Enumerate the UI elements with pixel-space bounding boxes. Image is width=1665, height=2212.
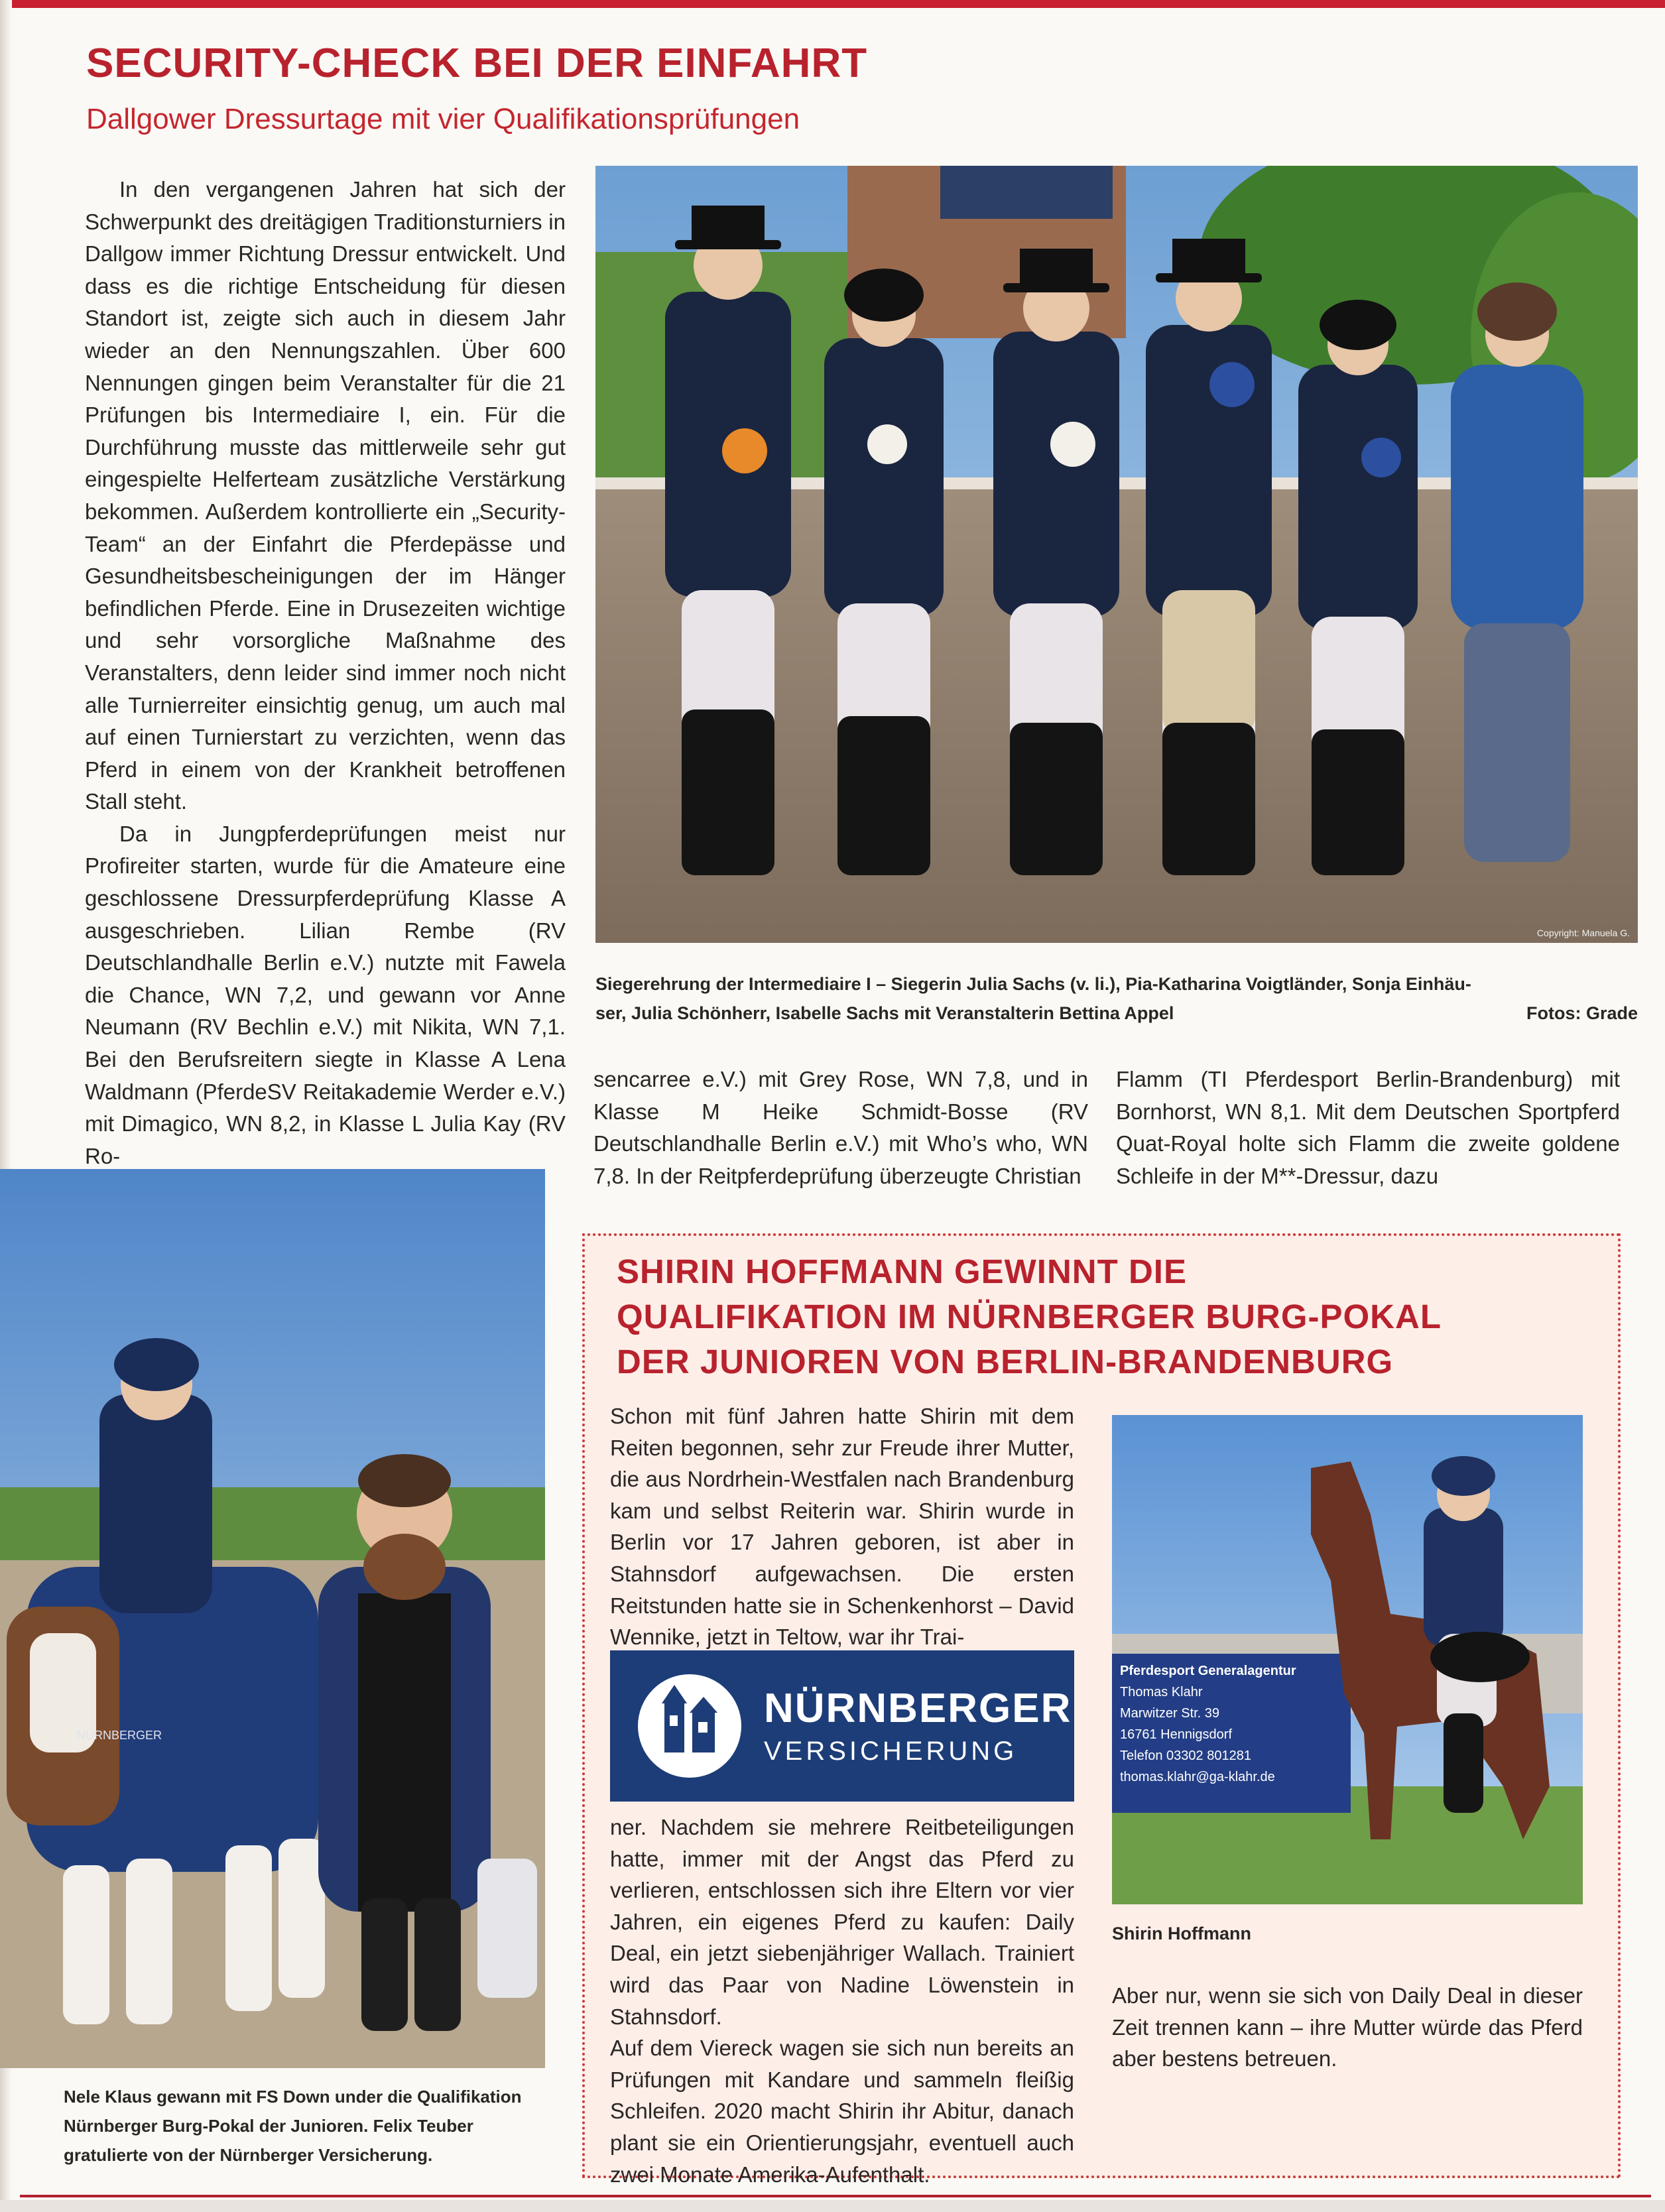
paragraph: Flamm (TI Pferdesport Berlin-Brandenburg) mit Bornhorst, WN 8,1. Mit dem Deutschen Sportpferd Quat-Royal holte sich Flamm die zweite goldene Schleife in der M**-Dressur, dazu xyxy=(1116,1067,1620,1188)
main-photo-caption xyxy=(595,969,1638,1028)
shirin-photo-caption: Shirin Hoffmann xyxy=(1112,1924,1251,1943)
logo-subtitle: VERSICHERUNG xyxy=(764,1737,1018,1766)
paragraph: Schon mit fünf Jahren hatte Shirin mit dem Reiten begonnen, sehr zur Freude ihrer Mutter, die aus Nordrhein-Westfalen nach Brandenburg kam und selbst Reiterin war. Shirin wurde in Berlin vor 17 Jahren geboren, ist aber in Stahnsdorf aufgewachsen. Die ersten Reitstunden hatte sie in Schenkenhorst – David Wennike, jetzt in Teltow, war ihr Trai- xyxy=(610,1404,1074,1650)
sidebar-text-bottom xyxy=(610,1812,1074,2190)
main-group-photo xyxy=(595,166,1638,943)
sidebar-text-top xyxy=(610,1400,1074,1653)
sidebar-title xyxy=(617,1249,1598,1384)
rider-photo-illustration xyxy=(0,1169,545,2068)
caption-text: Nele Klaus gewann mit FS Down under die Qualifikation Nürnberger Burg-Pokal der Junioren. Felix Teuber gratulierte von der Nürnberger Versicherung. xyxy=(64,2087,522,2165)
paragraph: In den vergangenen Jahren hat sich der Schwerpunkt des dreitägigen Traditionsturniers in Dallgow immer Richtung Dressur entwickelt. Und dass es die richtige Entscheidung für diesen Standort ist, zeigte sich auch in diesem Jahr wieder an den Nennungszahlen. Über 600 Nennungen gingen beim Veranstalter für die 21 Prüfungen bis Intermediaire I, ein. Für die Durchführung musste das mittlerweile sehr gut eingespielte Helferteam zusätzliche Verstärkung bekommen. Außerdem kontrollierte ein „Security-Team“ an der Einfahrt die Pferdepässe und Gesundheitsbescheinigungen der im Hänger befindlichen Pferde. Eine in Drusezeiten wichtige und sehr vorsorgliche Maßnahme des Veranstalters, denn leider sind immer noch nicht alle Turnierreiter einsichtig genug, um auch mal auf einen Turnierstart zu verzichten, wenn das Pferd in einem von der Krankheit betroffenen Stall steht. xyxy=(85,177,566,814)
banner-line: Pferdesport Generalagentur xyxy=(1120,1664,1296,1678)
banner-line: thomas.klahr@ga-klahr.de xyxy=(1120,1770,1275,1784)
sidebar-text-right xyxy=(1112,1980,1583,2075)
article-subtitle: Dallgower Dressurtage mit vier Qualifikationsprüfungen xyxy=(86,103,800,135)
sidebar-box xyxy=(582,1233,1621,2187)
right-text-column xyxy=(1116,1064,1620,1192)
top-accent-bar xyxy=(0,0,1665,8)
paragraph: Da in Jungpferdeprüfungen meist nur Profireiter starten, wurde für die Amateure eine geschlossene Dressurpferdeprüfung Klasse A ausgeschrieben. Lilian Rembe (RV Deutschlandhalle Berlin e.V.) nutzte mit Fawela die Chance, WN 7,2, und gewann vor Anne Neumann (RV Bechlin e.V.) mit Nikita, WN 7,1. Bei den Berufsreitern siegte in Klasse A Lena Waldmann (PferdeSV Reitakademie Werder e.V.) mit Dimagico, WN 8,2, in Klasse L Julia Kay (RV Ro- xyxy=(85,821,566,1168)
article-title: SECURITY-CHECK BEI DER EINFAHRT xyxy=(86,40,868,86)
sidebar-title-line: QUALIFIKATION IM NÜRNBERGER BURG-POKAL xyxy=(617,1298,1442,1335)
middle-text-column xyxy=(593,1064,1088,1192)
banner-line: Telefon 03302 801281 xyxy=(1120,1749,1251,1763)
sidebar-title-line: DER JUNIOREN VON BERLIN-BRANDENBURG xyxy=(617,1343,1394,1381)
photo-credit: Fotos: Grade xyxy=(1526,1003,1638,1023)
caption-line: Siegerehrung der Intermediaire I – Siegerin Julia Sachs (v. li.), Pia-Katharina Voigtländer, Sonja Einhäu- xyxy=(595,974,1471,994)
paragraph: sencarree e.V.) mit Grey Rose, WN 7,8, und in Klasse M Heike Schmidt-Bosse (RV Deutschlandhalle Berlin e.V.) mit Who’s who, WN 7,8. In der Reitpferdeprüfung überzeugte Christian xyxy=(593,1067,1088,1188)
banner-line: Marwitzer Str. 39 xyxy=(1120,1706,1220,1721)
nuernberger-logo xyxy=(610,1650,1074,1802)
paragraph: Auf dem Viereck wagen sie sich nun bereits an Prüfungen mit Kandare und sammeln fleißig Schleifen. 2020 macht Shirin ihr Abitur, danach plant sie ein Orientierungsjahr, eventuell auch zwei Monate Amerika-Aufenthalt. xyxy=(610,2036,1074,2187)
bottom-accent-line xyxy=(20,2195,1651,2197)
sidebar-title-line: SHIRIN HOFFMANN GEWINNT DIE xyxy=(617,1253,1187,1290)
banner-line: 16761 Hennigsdorf xyxy=(1120,1727,1233,1742)
paragraph: Aber nur, wenn sie sich von Daily Deal in dieser Zeit trennen kann – ihre Mutter würde das Pferd aber bestens betreuen. xyxy=(1112,1983,1583,2071)
group-photo-illustration xyxy=(595,166,1638,943)
left-rider-photo xyxy=(0,1169,545,2068)
bottom-page-edge xyxy=(0,2200,1665,2212)
caption-line: ser, Julia Schönherr, Isabelle Sachs mit Veranstalterin Bettina Appel xyxy=(595,1003,1174,1023)
shirin-photo-illustration xyxy=(1112,1415,1583,1904)
left-text-column xyxy=(85,174,566,1168)
rug-brand-print: NÜRNBERGER xyxy=(76,1729,162,1742)
logo-emblem-icon xyxy=(623,1650,756,1802)
left-photo-caption xyxy=(64,2082,548,2170)
photo-copyright: Copyright: Manuela G. xyxy=(1536,928,1630,938)
banner-line: Thomas Klahr xyxy=(1120,1685,1203,1699)
logo-wordmark: NÜRNBERGER xyxy=(764,1686,1072,1731)
shirin-photo xyxy=(1112,1415,1583,1904)
paragraph: ner. Nachdem sie mehrere Reitbeteiligungen hatte, immer mit der Angst das Pferd zu verlieren, entschlossen sich ihre Eltern vor vier Jahren, ein eigenes Pferd zu kaufen: Daily Deal, ein jetzt siebenjähriger Wallach. Trainiert wird das Paar von Nadine Löwenstein in Stahnsdorf. xyxy=(610,1815,1074,2029)
